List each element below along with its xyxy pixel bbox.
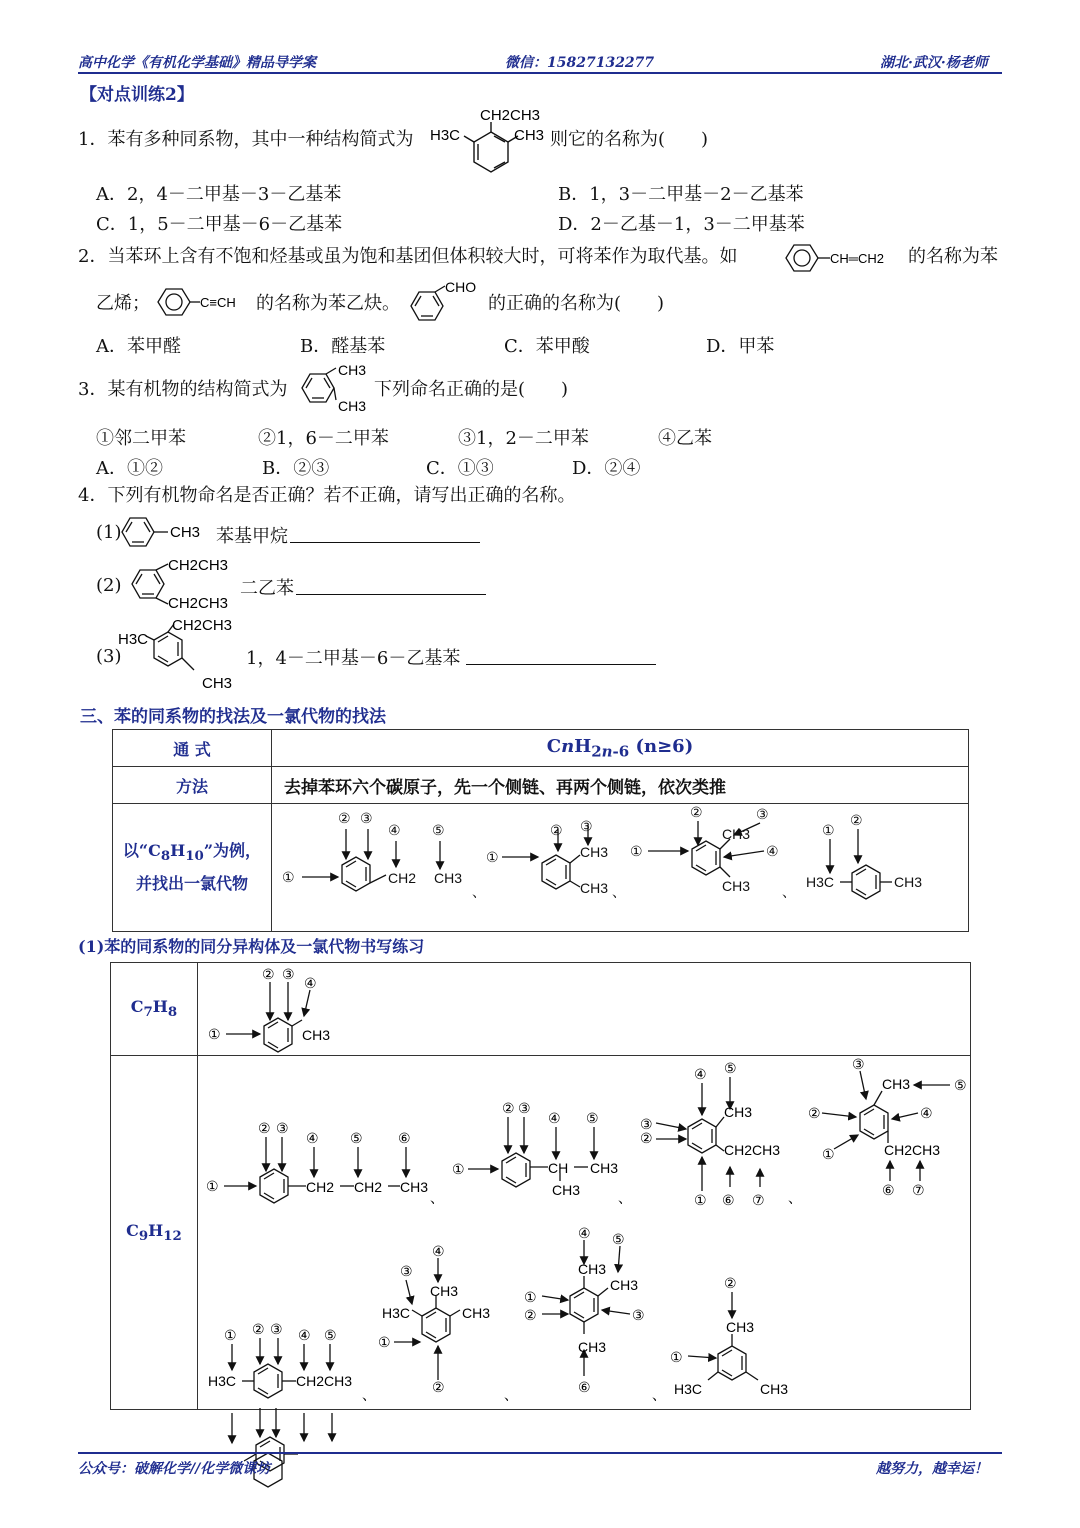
q2-styrene-label: CH═CH2 (830, 251, 884, 266)
svg-text:⑤: ⑤ (954, 1076, 967, 1093)
c7h8-content (198, 963, 971, 1056)
q4-item2-ethyl1: CH2CH3 (168, 557, 229, 574)
svg-text:⑦: ⑦ (752, 1191, 765, 1208)
c9-6-h3c: H3C (382, 1305, 411, 1321)
c8h10-isomers (272, 805, 968, 931)
svg-text:⑤: ⑤ (350, 1129, 363, 1146)
c9-8-ch3-right: CH3 (760, 1381, 789, 1397)
svg-text:④: ④ (304, 975, 317, 991)
footer-left: 公众号：破解化学//化学微课坊 (78, 1461, 271, 1477)
q2-line2c: 的正确的名称为( ) (488, 293, 665, 314)
svg-text:①: ① (822, 821, 835, 838)
q4-item2-name: 二乙苯 (240, 578, 294, 599)
svg-text:⑤: ⑤ (324, 1327, 337, 1343)
q4-item2-ethyl2: CH2CH3 (168, 595, 229, 612)
svg-text:③: ③ (282, 966, 295, 982)
svg-text:④: ④ (766, 842, 779, 859)
ex3-ch3-bottom: CH3 (722, 877, 751, 894)
svg-text:②: ② (690, 803, 703, 820)
svg-text:②: ② (502, 1099, 515, 1116)
c9-5-ethyl: CH2CH3 (296, 1373, 353, 1389)
q4-item2-answer[interactable] (296, 576, 486, 595)
svg-text:②: ② (724, 1275, 737, 1291)
c9-8-h3c: H3C (674, 1381, 703, 1397)
q1-stem: 1．苯有多种同系物，其中一种结构简式为 (78, 129, 414, 150)
svg-text:④: ④ (388, 821, 401, 838)
svg-text:⑥: ⑥ (722, 1191, 735, 1208)
ex4-ch3: CH3 (894, 873, 923, 890)
q1-option-c: C．1，5－二甲基－6－乙基苯 (96, 214, 343, 235)
c7h8-structure (198, 964, 958, 1054)
c9-2-sep: 、 (618, 1189, 632, 1206)
svg-text:①: ① (630, 842, 643, 859)
q4-item2-structure (126, 552, 236, 616)
c9-6-ch3-right: CH3 (462, 1305, 491, 1321)
svg-text:①: ① (694, 1191, 707, 1208)
c9-7-ch3-top: CH3 (578, 1261, 607, 1277)
svg-text:④: ④ (548, 1109, 561, 1126)
q3-item-3: ③1，2－二甲苯 (458, 428, 589, 449)
svg-text:②: ② (640, 1129, 653, 1146)
svg-text:⑤: ⑤ (432, 821, 445, 838)
c9-1-sep: 、 (430, 1189, 444, 1206)
svg-text:⑤: ⑤ (612, 1231, 625, 1247)
c7h8-label: $C_7H_8$ (111, 963, 198, 1056)
c9-5-sep: 、 (362, 1387, 376, 1403)
svg-text:①: ① (670, 1349, 683, 1365)
svg-text:⑥: ⑥ (578, 1379, 591, 1395)
c9-1-ch2a: CH2 (306, 1178, 335, 1195)
example-label-line1: 以“$C_8H_{10}$”为例， (122, 840, 262, 865)
svg-text:③: ③ (756, 805, 769, 822)
ex3-sep: 、 (782, 883, 796, 900)
ex1-ch2: CH2 (388, 869, 417, 886)
q4-item2-no: (2) (96, 575, 122, 596)
svg-text:①: ① (524, 1289, 537, 1305)
svg-text:③: ③ (276, 1119, 289, 1136)
c9-3-ch3: CH3 (724, 1103, 753, 1120)
svg-text:③: ③ (640, 1115, 653, 1132)
svg-text:①: ① (378, 1334, 391, 1350)
q2-stem: 2．当苯环上含有不饱和烃基或虽为饱和基团但体积较大时，可将苯作为取代基。如 (78, 246, 738, 267)
svg-text:②: ② (524, 1307, 537, 1323)
ex2-sep: 、 (612, 883, 626, 900)
c9-2-ch3a: CH3 (590, 1159, 619, 1176)
c9-1-ch2b: CH2 (354, 1178, 383, 1195)
c9-1-ch3: CH3 (400, 1178, 429, 1195)
svg-text:③: ③ (632, 1307, 645, 1323)
section3-title: 三、苯的同系物的找法及一氯代物的找法 (80, 707, 386, 727)
svg-text:⑥: ⑥ (398, 1129, 411, 1146)
svg-text:①: ① (224, 1327, 237, 1343)
c9-8-ch3-top: CH3 (726, 1319, 755, 1335)
q2-benzaldehyde (405, 276, 490, 326)
q2-stem2: 的名称为苯 (908, 246, 998, 267)
q2-option-d: D．甲苯 (706, 336, 775, 357)
q4-item3-ethyl: CH2CH3 (172, 617, 233, 634)
svg-text:②: ② (550, 821, 563, 838)
svg-text:②: ② (338, 809, 351, 826)
q3-option-b: B．②③ (262, 458, 330, 479)
header-left: 高中化学《有机化学基础》精品导学案 (78, 55, 316, 71)
svg-text:⑤: ⑤ (724, 1059, 737, 1076)
header-center: 微信：15827132277 (505, 55, 655, 71)
q3-ch3-bottom: CH3 (338, 398, 367, 414)
q4-stem: 4．下列有机物命名是否正确？若不正确，请写出正确的名称。 (78, 485, 576, 506)
q2-styrene (780, 240, 910, 276)
svg-text:③: ③ (580, 817, 593, 834)
svg-text:⑦: ⑦ (912, 1181, 925, 1198)
q1-option-b: B．1，3－二甲基－2－乙基苯 (558, 184, 804, 205)
q2-line2b: 的名称为苯乙炔。 (256, 293, 400, 314)
svg-text:④: ④ (306, 1129, 319, 1146)
q2-cho-label: CHO (445, 279, 477, 295)
q1-tail: 则它的名称为( ) (550, 129, 709, 150)
c9-3-sep: 、 (788, 1189, 802, 1206)
q4-item1-structure (118, 512, 208, 552)
svg-text:⑥: ⑥ (882, 1181, 895, 1198)
q1-option-d: D．2－乙基－1，3－二甲基苯 (558, 214, 805, 235)
ex1-sep: 、 (472, 883, 486, 900)
practice-title: 【对点训练2】 (80, 85, 194, 105)
svg-text:④: ④ (694, 1065, 707, 1082)
header-right: 湖北·武汉·杨老师 (880, 55, 988, 71)
row-example-label (113, 804, 272, 932)
c9-2-ch: CH (548, 1159, 569, 1176)
svg-text:③: ③ (270, 1321, 283, 1337)
row-example-content (272, 804, 969, 932)
svg-text:②: ② (252, 1321, 265, 1337)
svg-text:④: ④ (920, 1104, 933, 1121)
q4-item1-name: 苯基甲烷 (216, 526, 288, 547)
svg-text:①: ① (822, 1145, 835, 1162)
q3-tail: 下列命名正确的是( ) (374, 379, 569, 400)
header-rule (78, 72, 1002, 74)
c9-3-ethyl: CH2CH3 (724, 1141, 781, 1158)
example-label-line2: 并找出一氯代物 (135, 874, 248, 894)
q1-option-a: A．2，4－二甲基－3－乙基苯 (96, 184, 342, 205)
svg-text:③: ③ (400, 1263, 413, 1279)
ex2-ch3-bottom: CH3 (580, 879, 609, 896)
ex2-ch3-top: CH3 (580, 843, 609, 860)
svg-text:③: ③ (518, 1099, 531, 1116)
ex3-ch3-top: CH3 (722, 825, 751, 842)
c9-4-ch3: CH3 (882, 1075, 911, 1092)
q4-item1-ch3: CH3 (170, 524, 201, 541)
c9h12-structures-row2 (198, 1225, 968, 1410)
q3-item-2: ②1，6－二甲苯 (258, 428, 389, 449)
q4-item3-ch3: CH3 (202, 675, 233, 692)
svg-text:④: ④ (432, 1243, 445, 1259)
row-formula-value: CnH$_{2n-6}$ (n≥6) (272, 730, 969, 767)
q2-option-c: C．苯甲酸 (504, 336, 590, 357)
q3-stem: 3．某有机物的结构简式为 (78, 379, 288, 400)
q2-line2a: 乙烯； (96, 293, 150, 314)
c9-2-ch3b: CH3 (552, 1181, 581, 1198)
c9-7-ch3-bottom: CH3 (578, 1339, 607, 1355)
footer-rule (78, 1452, 1002, 1454)
q1-structure (428, 102, 553, 177)
ex1-ch3: CH3 (434, 869, 463, 886)
q2-option-b: B．醛基苯 (300, 336, 386, 357)
q4-item3-no: (3) (96, 646, 122, 667)
c9-7-ch3-right: CH3 (610, 1277, 639, 1293)
svg-text:②: ② (808, 1104, 821, 1121)
c9-6-ch3-top: CH3 (430, 1283, 459, 1299)
c7h8-ch3: CH3 (302, 1027, 331, 1043)
q2-alkyne-label: C≡CH (200, 295, 236, 310)
c9-7-sep: 、 (652, 1387, 666, 1403)
svg-text:②: ② (262, 966, 275, 982)
svg-text:③: ③ (360, 809, 373, 826)
svg-text:①: ① (206, 1177, 219, 1194)
row-formula-label: 通 式 (113, 730, 272, 767)
q4-item3-name: 1，4－二甲基－6－乙基苯 (246, 648, 461, 669)
q3-option-c: C．①③ (426, 458, 494, 479)
q3-option-d: D．②④ (572, 458, 641, 479)
c9h12-label: $C_9H_{12}$ (111, 1056, 198, 1410)
q4-item3-answer[interactable] (466, 646, 656, 665)
q3-item-1: ①邻二甲苯 (96, 428, 186, 449)
q3-structure (296, 358, 376, 418)
q2-phenylacetylene (152, 284, 257, 320)
c9-5-h3c: H3C (208, 1373, 237, 1389)
subsection-title: (1)苯的同系物的同分异构体及一氯代物书写练习 (78, 937, 425, 956)
svg-text:②: ② (432, 1379, 445, 1395)
c9-4-ethyl: CH2CH3 (884, 1141, 941, 1158)
svg-text:④: ④ (298, 1327, 311, 1343)
footer-right: 越努力，越幸运！ (876, 1461, 988, 1477)
svg-text:④: ④ (578, 1225, 591, 1241)
q3-ch3-top: CH3 (338, 362, 367, 378)
ex4-h3c: H3C (806, 873, 835, 890)
svg-text:②: ② (258, 1119, 271, 1136)
svg-text:③: ③ (852, 1055, 865, 1072)
q3-option-a: A．①② (96, 458, 163, 479)
q4-item1-no: (1) (96, 522, 122, 543)
q4-item1-answer[interactable] (290, 524, 480, 543)
row-method-label: 方法 (113, 767, 272, 804)
svg-text:①: ① (452, 1160, 465, 1177)
section3-table (112, 729, 969, 932)
svg-text:①: ① (208, 1026, 221, 1042)
svg-text:⑤: ⑤ (586, 1109, 599, 1126)
q1-h3c-label: H3C (430, 127, 461, 144)
q4-item3-structure (118, 614, 242, 694)
svg-text:①: ① (282, 868, 295, 885)
c9-6-sep: 、 (504, 1387, 518, 1403)
q4-item3-h3c: H3C (118, 631, 149, 648)
svg-text:②: ② (850, 811, 863, 828)
q2-option-a: A．苯甲醛 (96, 336, 181, 357)
svg-text:①: ① (486, 848, 499, 865)
q1-ch3-label: CH3 (514, 127, 545, 144)
q1-ethyl-label: CH2CH3 (480, 107, 541, 124)
q3-item-4: ④乙苯 (658, 428, 712, 449)
row-method-value: 去掉苯环六个碳原子，先一个侧链、再两个侧链，依次类推 (272, 767, 969, 804)
